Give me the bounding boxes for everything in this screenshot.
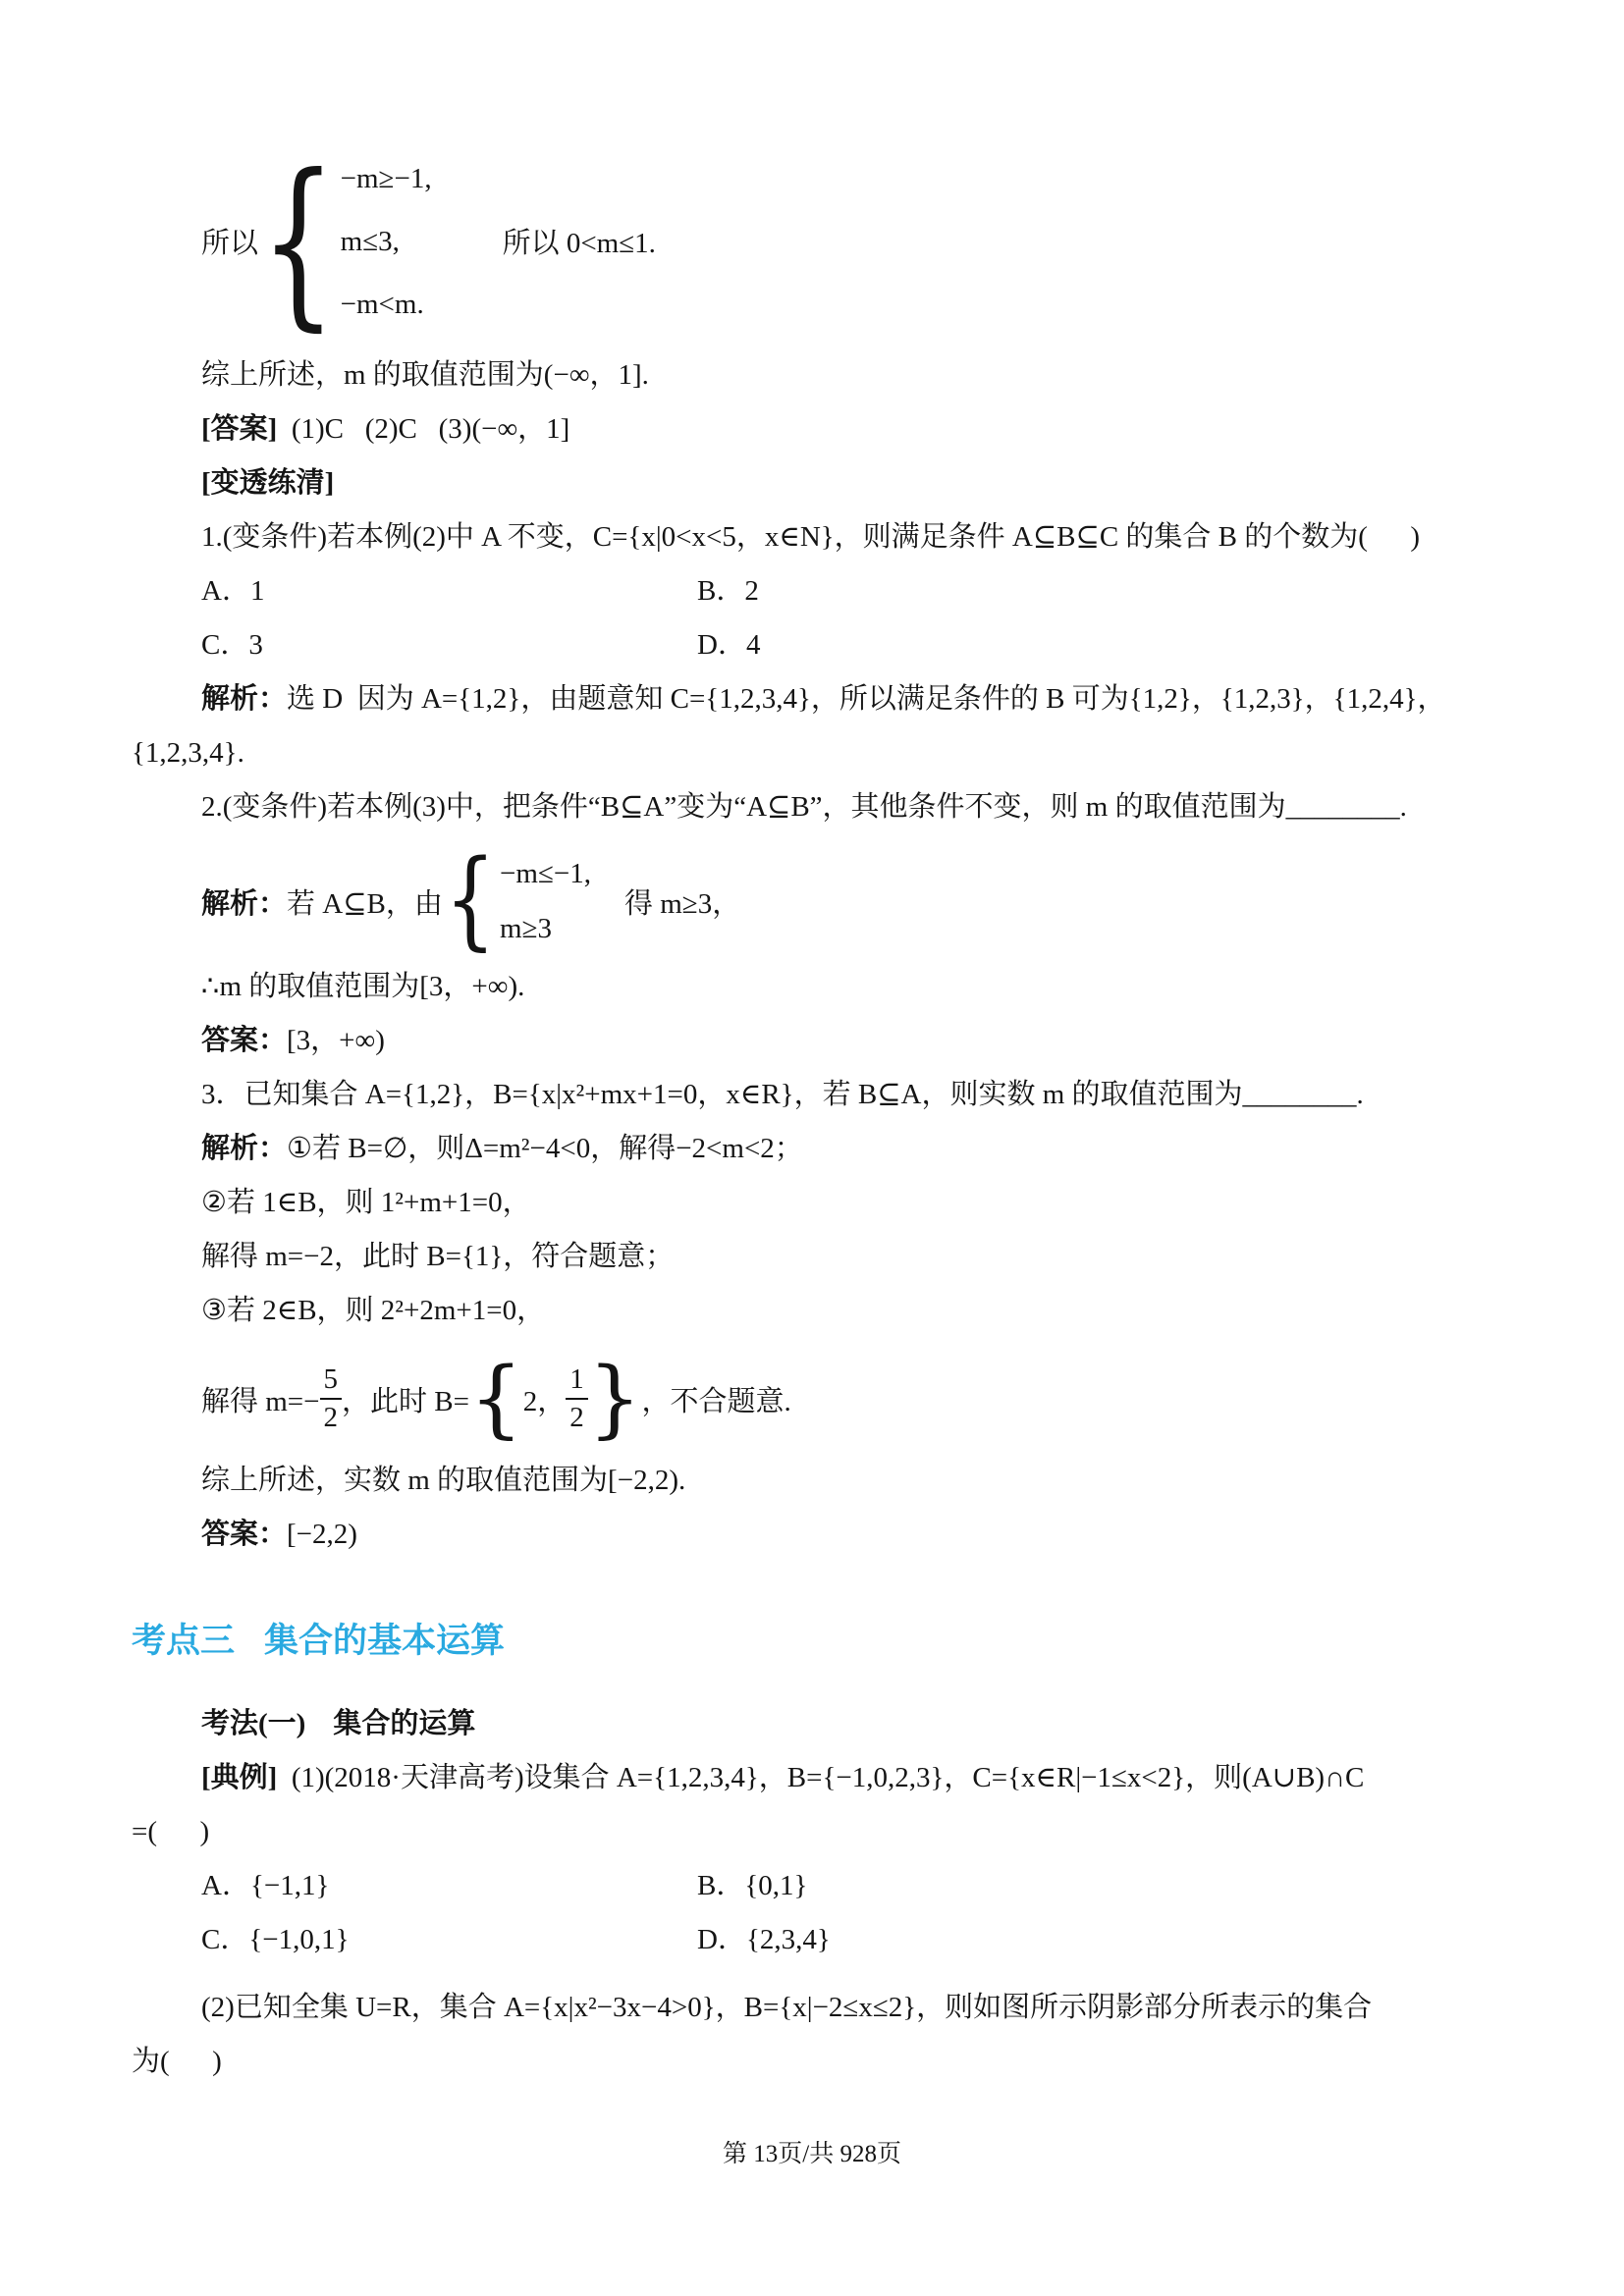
answer-line-2 xyxy=(132,1014,1492,1068)
dianli-text: (1)(2018·天津高考)设集合 A={1,2,3,4}，B={−1,0,2,3}，C={x∈R|−1≤x<2}，则(A∪B)∩C xyxy=(277,1762,1365,1793)
jiexi-line-3 xyxy=(132,1122,1492,1176)
conclusion-line: ∴m 的取值范围为[3，+∞). xyxy=(201,971,525,1002)
daan-label: 答案： xyxy=(201,1025,288,1056)
left-brace-icon xyxy=(445,848,496,954)
example-options-row-2 xyxy=(132,1913,1492,1967)
formula-system-1 xyxy=(132,145,1492,337)
subsection-number: 考法(一) xyxy=(201,1708,306,1739)
formula-system-2 xyxy=(132,842,1492,960)
question-3: 3．已知集合 A={1,2}，B={x|x²+mx+1=0，x∈R}，若 B⊆A，则实数 m 的取值范围为________. xyxy=(201,1079,1364,1110)
summary-line-1: 综上所述，m 的取值范围为(−∞，1]. xyxy=(201,359,649,391)
daan-label: 答案： xyxy=(201,1519,288,1550)
question-1: 1.(变条件)若本例(2)中 A 不变，C={x|0<x<5，x∈N}，则满足条件 A⊆B⊆C 的集合 B 的个数为( ) xyxy=(201,521,1421,553)
system1-label: 所以 xyxy=(201,228,259,259)
fraction-1-2 xyxy=(566,1363,588,1435)
frac-post: ，不合题意. xyxy=(641,1385,791,1417)
case-2-line: ②若 1∈B，则 1²+m+1=0， xyxy=(201,1187,531,1218)
summary-line-3: 综上所述，实数 m 的取值范围为[−2,2). xyxy=(201,1465,686,1496)
system1-rows xyxy=(341,147,432,336)
jiexi-line-1-continued: {1,2,3,4}. xyxy=(132,737,244,769)
system2-pre: 若 A⊆B，由 xyxy=(287,887,443,920)
fraction-line xyxy=(132,1344,1492,1454)
system1-row-2: m≤3, xyxy=(340,225,400,257)
jiexi-label: 解析： xyxy=(201,887,288,920)
frac-pre: 解得 m=− xyxy=(201,1385,320,1417)
example-line xyxy=(132,1751,1492,1805)
frac-mid: ，此时 B= xyxy=(342,1385,469,1417)
biantoulianqing-label: [变透练清] xyxy=(201,467,335,499)
option-c: C．3 xyxy=(201,629,263,661)
case-2-solution: 解得 m=−2，此时 B={1}，符合题意； xyxy=(201,1241,675,1272)
answer-line-3 xyxy=(132,1508,1492,1562)
jiexi3-text: ①若 B=∅，则Δ=m²−4<0，解得−2<m<2； xyxy=(287,1133,803,1164)
system2-rows xyxy=(500,846,591,956)
example-options-row-1 xyxy=(132,1859,1492,1913)
option-b: B．{0,1} xyxy=(697,1870,808,1901)
numerator: 5 xyxy=(320,1363,343,1400)
system1-row-1: −m≥−1, xyxy=(340,162,432,194)
page-number-footer: 第 13页/共 928页 xyxy=(723,2141,901,2167)
section-heading xyxy=(132,1613,1492,1670)
question-2: 2.(变条件)若本例(3)中，把条件“B⊆A”变为“A⊆B”，其他条件不变，则 m 的取值范围为________. xyxy=(201,791,1407,823)
question-1-options-row-2 xyxy=(132,618,1492,672)
jiexi-label: 解析： xyxy=(201,1133,288,1164)
daan-text: [−2,2) xyxy=(287,1519,357,1550)
system1-row-3: −m<m. xyxy=(340,288,424,320)
fraction-5-2 xyxy=(320,1363,343,1435)
system2-row-1: −m≤−1, xyxy=(500,858,591,889)
system2-row-2: m≥3 xyxy=(500,913,553,944)
right-set-brace-icon xyxy=(588,1357,642,1441)
denominator: 2 xyxy=(323,1402,339,1433)
jiexi-line-1 xyxy=(132,672,1492,726)
option-b: B．2 xyxy=(697,575,759,607)
system2-result: 得 m≥3， xyxy=(623,887,741,920)
numerator: 1 xyxy=(566,1363,588,1400)
option-d: D．4 xyxy=(697,629,761,661)
left-set-brace-icon xyxy=(469,1357,523,1441)
answer-values: (1)C (2)C (3)(−∞，1] xyxy=(277,413,570,445)
example-part-2-continued: 为( ) xyxy=(132,2046,222,2077)
system1-result: 所以 0<m≤1. xyxy=(502,228,656,259)
answer-bracket-label: [答案] xyxy=(201,413,278,445)
option-a: A．{−1,1} xyxy=(201,1870,330,1901)
example-line-continued: =( ) xyxy=(132,1816,210,1847)
option-d: D．{2,3,4} xyxy=(697,1924,831,1955)
set-element: 2， xyxy=(522,1385,567,1417)
denominator: 2 xyxy=(569,1402,584,1433)
section-title: 集合的基本运算 xyxy=(264,1622,506,1660)
jiexi-text: 选 D 因为 A={1,2}，由题意知 C={1,2,3,4}，所以满足条件的 B 可为{1,2}，{1,2,3}，{1,2,4}， xyxy=(287,683,1446,715)
answer-line-1 xyxy=(132,402,1492,456)
jiexi-label: 解析： xyxy=(201,683,288,715)
dianli-label: [典例] xyxy=(201,1762,278,1793)
left-brace-icon xyxy=(260,150,337,332)
option-c: C．{−1,0,1} xyxy=(201,1924,350,1955)
case-3-line: ③若 2∈B，则 2²+2m+1=0， xyxy=(201,1295,546,1326)
section-number: 考点三 xyxy=(132,1622,236,1660)
daan-text: [3，+∞) xyxy=(287,1025,385,1056)
option-a: A．1 xyxy=(201,575,265,607)
subsection-title: 集合的运算 xyxy=(333,1708,476,1739)
example-part-2: (2)已知全集 U=R，集合 A={x|x²−3x−4>0}，B={x|−2≤x≤2}，则如图所示阴影部分所表示的集合 xyxy=(201,1992,1373,2023)
subsection-heading xyxy=(132,1697,1492,1751)
question-1-options-row-1 xyxy=(132,564,1492,618)
